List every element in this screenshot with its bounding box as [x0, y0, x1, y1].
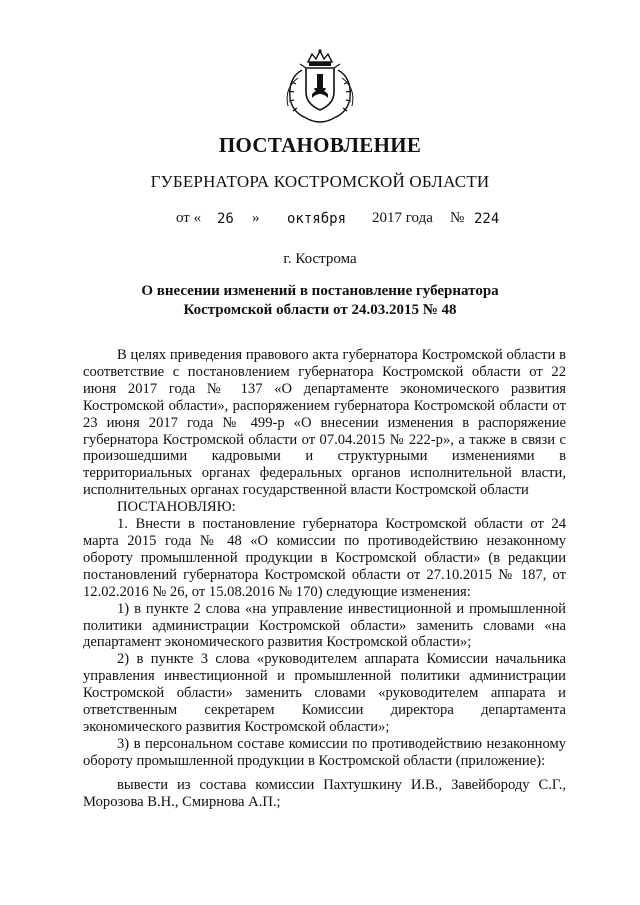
item-1-paragraph: 1. Внести в постановление губернатора Костромской области от 24 марта 2015 года № 48 «О комиссии по противодействию незаконному обороту промышленной продукции в Костромской области» (в редакции постановлений губернатора Костромской области от 27.10.2015 № 187, от 12.02.2016 № 26, от 15.08.2016 № 170) следующие изменения: — [83, 516, 566, 600]
date-year: 2017 года — [372, 210, 433, 226]
document-subject — [0, 282, 640, 320]
subject-line-2: Костромской области от 24.03.2015 № 48 — [183, 302, 457, 318]
document-body — [83, 347, 566, 810]
city: г. Кострома — [283, 251, 357, 267]
document-number: 224 — [474, 211, 500, 227]
document-title: ПОСТАНОВЛЕНИЕ — [218, 133, 422, 157]
date-month: октября — [287, 211, 347, 227]
number-sign: № — [450, 210, 465, 226]
date-number-line — [176, 210, 500, 232]
date-close-quote: » — [252, 210, 260, 226]
issuing-authority: ГУБЕРНАТОРА КОСТРОМСКОЙ ОБЛАСТИ — [150, 172, 490, 191]
subitem-3a-paragraph: вывести из состава комиссии Пахтушкину И.В., Завейбороду С.Г., Морозова В.Н., Смирнова А.П.; — [83, 776, 566, 810]
coat-of-arms-icon — [272, 48, 368, 128]
subitem-3-paragraph: 3) в персональном составе комиссии по противодействию незаконному обороту промышленной продукции в Костромской области (приложение): — [83, 735, 566, 769]
subitem-2-paragraph: 2) в пункте 3 слова «руководителем аппарата Комиссии начальника управления инвестиционной и промышленной политики администрации Костромской области» заменить словами «руководителем аппарата и ответственным секретарем Комиссии директора департамента экономического развития Костромской области»; — [83, 651, 566, 735]
date-day: 26 — [217, 211, 234, 227]
date-prefix: от « — [176, 210, 202, 226]
subject-line-1: О внесении изменений в постановление губернатора — [141, 283, 499, 299]
decree-word: ПОСТАНОВЛЯЮ: — [117, 499, 236, 516]
subitem-1-paragraph: 1) в пункте 2 слова «на управление инвестиционной и промышленной политики администрации Костромской области» заменить словами «на департамент экономического развития Костромской области»; — [83, 600, 566, 651]
preamble-paragraph: В целях приведения правового акта губернатора Костромской области в соответствие с постановлением губернатора Костромской области от 22 июня 2017 года № 137 «О департаменте экономического развития Костромской области», распоряжением губернатора Костромской области от 23 июня 2017 года № 499-р «О внесении изменения в распоряжение губернатора Костромской области от 07.04.2015 № 222-р», а также в связи с произошедшими кадровыми и структурными изменениями в территориальных органах федеральных органов исполнительной власти, исполнительных органах государственной власти Костромской области — [83, 347, 566, 499]
